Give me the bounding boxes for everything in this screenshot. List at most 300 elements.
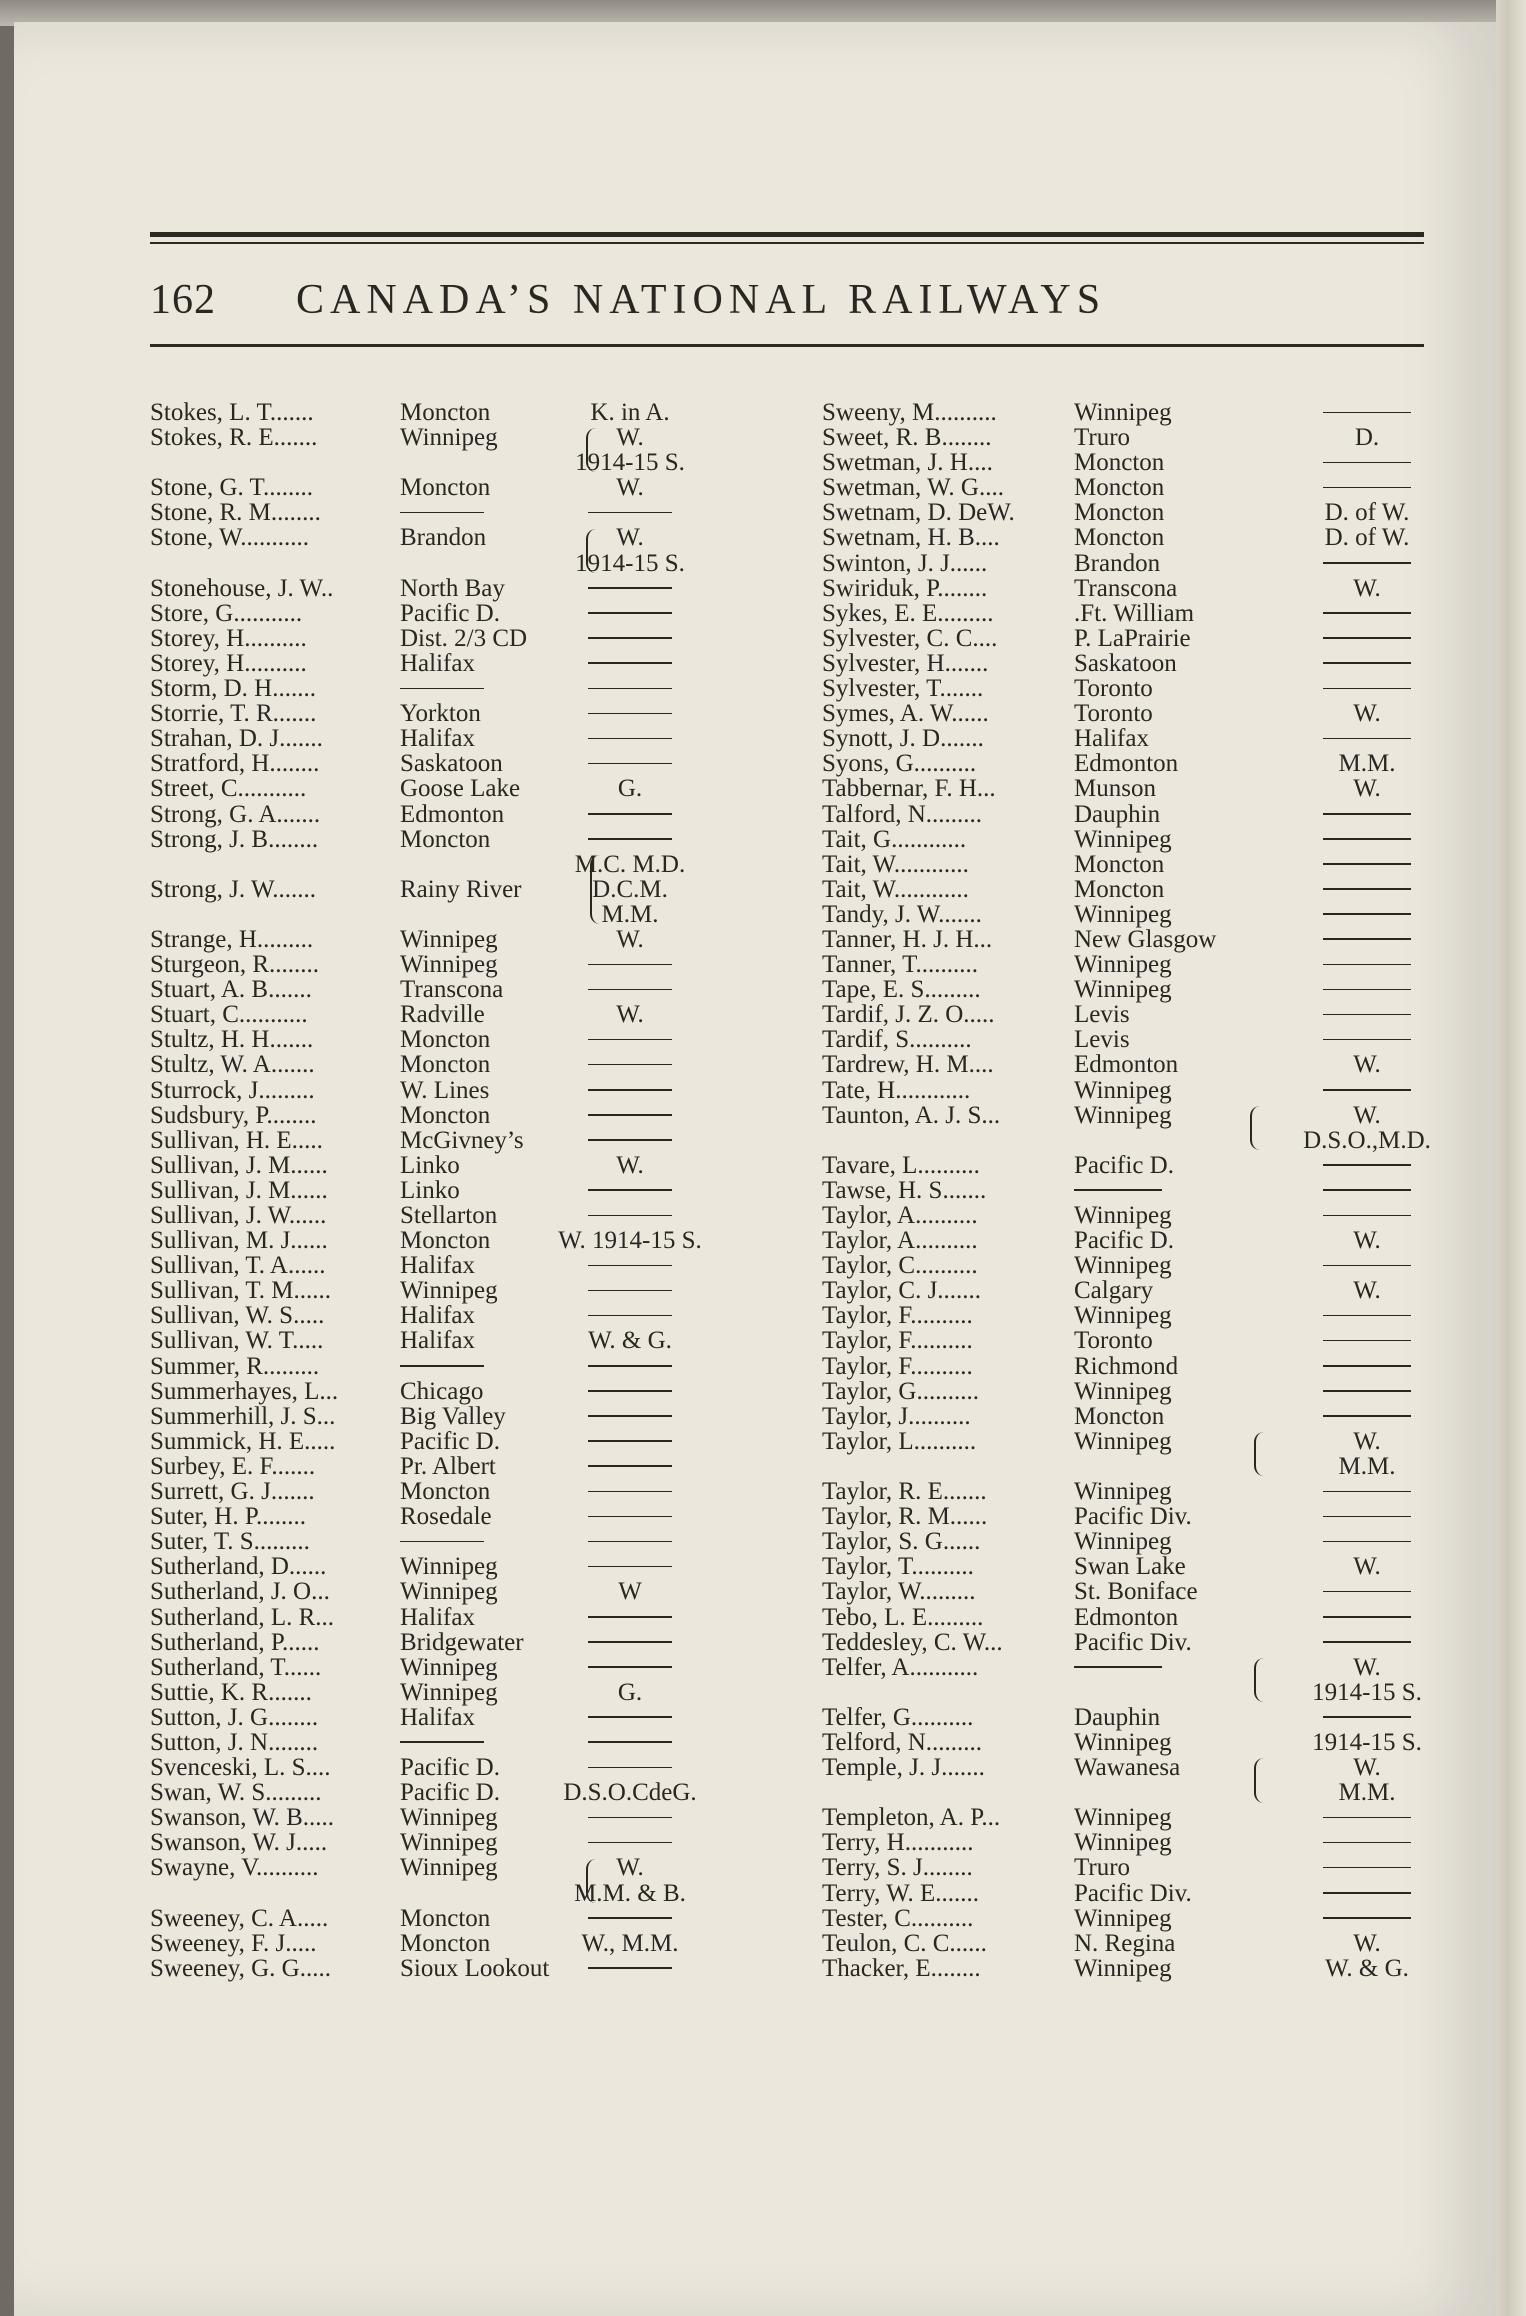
entry-name: Strong, J. B........ — [150, 825, 319, 853]
entry-name: Stokes, R. E....... — [150, 424, 318, 452]
dash-rule — [1323, 1039, 1411, 1041]
entry-name: Summick, H. E..... — [150, 1427, 336, 1455]
entry-place: Winnipeg — [1074, 825, 1172, 853]
entry-name: Sullivan, W. S..... — [150, 1302, 325, 1330]
list-item — [150, 1404, 770, 1429]
entry-honour: W. — [616, 1001, 644, 1029]
entry-name: Taylor, C. J....... — [822, 1277, 982, 1305]
entry-honour: W. — [1353, 1754, 1381, 1782]
dash-rule — [1323, 1616, 1411, 1618]
entry-name: Teulon, C. C...... — [822, 1929, 987, 1957]
entry-place — [400, 1354, 484, 1379]
dash-rule — [588, 1616, 672, 1618]
list-item — [822, 626, 1442, 651]
list-item — [150, 1805, 770, 1830]
entry-place: Dist. 2/3 CD — [400, 624, 528, 652]
dash-rule — [588, 964, 672, 966]
list-item — [822, 1680, 1442, 1705]
entry-honour — [1282, 1605, 1452, 1630]
entry-honour — [555, 1303, 705, 1328]
dash-rule — [588, 1039, 672, 1041]
list-item — [822, 1203, 1442, 1228]
entry-name: Sullivan, H. E..... — [150, 1126, 323, 1154]
entry-honour — [555, 1479, 705, 1504]
entry-honour — [1282, 626, 1452, 651]
entry-honour — [1282, 1504, 1452, 1529]
entry-place: Toronto — [1074, 1327, 1153, 1355]
entry-name: Tardif, S.......... — [822, 1026, 972, 1054]
dash-rule — [588, 1491, 672, 1493]
dash-rule — [588, 1967, 672, 1969]
entry-place: Dauphin — [1074, 1703, 1161, 1731]
entry-honour: D.S.O.,M.D. — [1303, 1126, 1431, 1154]
list-item — [150, 1078, 770, 1103]
entry-name: Synott, J. D....... — [822, 725, 984, 753]
entry-place: Moncton — [400, 1904, 491, 1932]
entry-name: Stonehouse, J. W.. — [150, 574, 334, 602]
dash-rule — [588, 1666, 672, 1668]
dash-rule — [1323, 1390, 1411, 1392]
entry-place: Dauphin — [1074, 800, 1161, 828]
entry-honour — [1282, 1002, 1452, 1027]
list-item — [822, 1504, 1442, 1529]
entry-name: Sullivan, J. M...... — [150, 1176, 328, 1204]
entry-place: Moncton — [400, 1929, 491, 1957]
entry-honour — [555, 1504, 705, 1529]
entry-name: Stuart, A. B....... — [150, 976, 312, 1004]
dash-rule — [588, 1917, 672, 1919]
entry-honour — [1282, 977, 1452, 1002]
list-item — [150, 576, 770, 601]
header-rule-top — [150, 232, 1424, 237]
entry-honour — [1282, 927, 1452, 952]
entry-honour — [1282, 1178, 1452, 1203]
dash-rule — [588, 1741, 672, 1743]
entry-place: Richmond — [1074, 1352, 1179, 1380]
entry-place: Winnipeg — [400, 1553, 498, 1581]
entry-honour — [1282, 902, 1452, 927]
entry-honour: K. in A. — [590, 399, 670, 426]
list-item — [150, 952, 770, 977]
entry-place: Moncton — [1074, 449, 1165, 477]
list-item — [822, 676, 1442, 701]
entry-honour — [1282, 1203, 1452, 1228]
entry-place: Winnipeg — [1074, 1202, 1172, 1229]
entry-place: Swan Lake — [1074, 1553, 1186, 1581]
entry-honour — [555, 1605, 705, 1630]
list-item — [150, 1228, 770, 1253]
list-item — [150, 1429, 770, 1454]
list-item — [822, 1379, 1442, 1404]
entry-honour — [555, 1278, 705, 1303]
dash-rule — [400, 1741, 484, 1743]
entry-name: Sutton, J. N........ — [150, 1728, 319, 1756]
dash-rule — [588, 1566, 672, 1568]
dash-rule — [1323, 1089, 1411, 1091]
entry-name: Swetman, J. H.... — [822, 449, 993, 477]
dash-rule — [588, 662, 672, 664]
entry-name: Swayne, V.......... — [150, 1854, 319, 1882]
entry-name: Terry, H........... — [822, 1829, 974, 1857]
entry-name: Taylor, L.......... — [822, 1427, 977, 1455]
list-item — [150, 1830, 770, 1855]
entry-honour: W. — [616, 1151, 644, 1179]
list-item — [150, 1027, 770, 1052]
entry-honour — [555, 1178, 705, 1203]
entry-honour: 1914-15 S. — [1312, 1728, 1422, 1756]
list-item — [822, 1956, 1442, 1981]
dash-rule — [588, 1390, 672, 1392]
entry-place: Chicago — [400, 1377, 484, 1405]
entry-place — [400, 1529, 484, 1554]
dash-rule — [1323, 1867, 1411, 1869]
entry-honour — [555, 1429, 705, 1454]
list-item — [150, 1379, 770, 1404]
entry-place: Winnipeg — [1074, 900, 1172, 928]
dash-rule — [1323, 738, 1411, 740]
entry-name: Taylor, T.......... — [822, 1553, 974, 1581]
entry-place: Winnipeg — [1074, 1377, 1172, 1405]
entry-honour: W. — [1353, 1553, 1381, 1581]
entry-name: Stultz, H. H....... — [150, 1026, 314, 1054]
dash-rule — [588, 1315, 672, 1317]
dash-rule — [400, 512, 484, 514]
list-item — [822, 1554, 1442, 1579]
list-item — [150, 751, 770, 776]
entry-name: Taylor, G.......... — [822, 1377, 979, 1405]
entry-name: Surrett, G. J....... — [150, 1478, 315, 1506]
entry-name: Tate, H............ — [822, 1076, 971, 1104]
entry-honour: W. 1914-15 S. — [558, 1227, 702, 1255]
list-item — [822, 1755, 1442, 1780]
list-item — [822, 927, 1442, 952]
list-item — [150, 902, 770, 927]
entry-honour — [555, 1203, 705, 1228]
list-item — [822, 1404, 1442, 1429]
entry-name: Terry, S. J........ — [822, 1854, 973, 1882]
list-item — [822, 1027, 1442, 1052]
entry-name: Tait, W............ — [822, 850, 969, 878]
entry-place — [1074, 1178, 1162, 1203]
entry-name: Sweet, R. B........ — [822, 424, 992, 452]
list-item — [150, 1153, 770, 1178]
entry-name: Summer, R......... — [150, 1352, 320, 1380]
list-item — [822, 1830, 1442, 1855]
list-item — [822, 1002, 1442, 1027]
dash-rule — [1323, 1215, 1411, 1217]
entry-place: Stellarton — [400, 1202, 498, 1229]
dash-rule — [1323, 1415, 1411, 1417]
entry-honour — [1282, 802, 1452, 827]
list-item — [822, 1605, 1442, 1630]
entry-name: Stokes, L. T....... — [150, 399, 314, 426]
entry-name: Sullivan, J. W...... — [150, 1202, 327, 1229]
entry-name: Sullivan, J. M...... — [150, 1151, 328, 1179]
entry-place: Pacific Div. — [1074, 1879, 1192, 1907]
list-item — [150, 1303, 770, 1328]
entry-name: Taunton, A. J. S... — [822, 1101, 1001, 1129]
entry-name: Swiriduk, P........ — [822, 574, 988, 602]
entry-name: Swan, W. S......... — [150, 1779, 322, 1807]
entry-honour — [1282, 1153, 1452, 1178]
list-item — [822, 1529, 1442, 1554]
dash-rule — [1323, 1641, 1411, 1643]
entry-place: Halifax — [400, 1703, 475, 1731]
list-item — [822, 1630, 1442, 1655]
entry-name: Terry, W. E....... — [822, 1879, 980, 1907]
entry-honour: W. — [1353, 1929, 1381, 1957]
entry-honour — [555, 651, 705, 676]
entry-name: Sweeney, G. G..... — [150, 1954, 331, 1982]
entry-name: Surbey, E. F....... — [150, 1452, 316, 1480]
dash-rule — [588, 1189, 672, 1191]
list-item — [822, 1655, 1442, 1680]
dash-rule — [1323, 1817, 1411, 1819]
dash-rule — [1323, 1164, 1411, 1166]
dash-rule — [1323, 462, 1411, 464]
entry-honour — [555, 1354, 705, 1379]
list-item — [822, 977, 1442, 1002]
entry-name: Sweeny, M.......... — [822, 399, 997, 426]
entry-place: Pacific Div. — [1074, 1628, 1192, 1656]
entry-honour: W. — [1353, 1653, 1381, 1681]
dash-rule — [588, 1139, 672, 1141]
list-item — [822, 551, 1442, 576]
entry-name: Stratford, H........ — [150, 750, 320, 778]
entry-name: Sullivan, T. M...... — [150, 1277, 332, 1305]
entry-honour: W. — [1353, 1101, 1381, 1129]
entry-honour: W. — [1353, 700, 1381, 728]
entry-name: Tavare, L.......... — [822, 1151, 980, 1179]
entry-place: Levis — [1074, 1001, 1130, 1029]
dash-rule — [1074, 1189, 1162, 1191]
entry-place: W. Lines — [400, 1076, 490, 1104]
entry-honour — [555, 1755, 705, 1780]
dash-rule — [588, 1064, 672, 1066]
entry-name: Sylvester, C. C.... — [822, 624, 998, 652]
entry-place: Winnipeg — [400, 424, 498, 452]
entry-honour — [1282, 450, 1452, 475]
list-item — [150, 1630, 770, 1655]
entry-honour — [1282, 726, 1452, 751]
dash-rule — [1323, 1516, 1411, 1518]
list-item — [150, 1755, 770, 1780]
list-item — [822, 1354, 1442, 1379]
entry-place: Saskatoon — [1074, 649, 1177, 677]
dash-rule — [400, 1365, 484, 1367]
dash-rule — [1323, 1340, 1411, 1342]
running-title: CANADA’S NATIONAL RAILWAYS — [296, 277, 1107, 323]
dash-rule — [1323, 1315, 1411, 1317]
entry-place: Winnipeg — [400, 1277, 498, 1305]
dash-rule — [588, 1089, 672, 1091]
entry-name: Taylor, R. E....... — [822, 1478, 987, 1506]
entry-honour — [1282, 1855, 1452, 1880]
list-item — [822, 1328, 1442, 1353]
entry-place: Pr. Albert — [400, 1452, 496, 1480]
entry-place: Winnipeg — [1074, 1904, 1172, 1932]
entry-place: Edmonton — [400, 800, 505, 828]
entry-honour: W. — [616, 424, 644, 452]
brace-mark — [1254, 1758, 1266, 1802]
entry-name: Telford, N......... — [822, 1728, 983, 1756]
entry-place: Brandon — [1074, 549, 1161, 577]
entry-place: Pacific D. — [1074, 1227, 1174, 1255]
entry-place: Pacific D. — [400, 1754, 500, 1782]
entry-place: Brandon — [400, 524, 487, 552]
dash-rule — [588, 1516, 672, 1518]
entry-place: Halifax — [400, 725, 475, 753]
dash-rule — [588, 1114, 672, 1116]
entry-place: Winnipeg — [1074, 399, 1172, 426]
entry-place: Pacific D. — [1074, 1151, 1174, 1179]
entry-name: Store, G........... — [150, 599, 303, 627]
entry-name: Strange, H......... — [150, 925, 314, 953]
list-item — [150, 1680, 770, 1705]
entry-honour: W. — [1353, 1051, 1381, 1079]
entry-honour — [555, 1630, 705, 1655]
entry-honour — [555, 1529, 705, 1554]
entry-name: Swetnam, H. B.... — [822, 524, 1000, 552]
entry-honour — [1282, 1027, 1452, 1052]
entry-honour — [555, 1052, 705, 1077]
entry-honour — [1282, 1830, 1452, 1855]
entry-place: Halifax — [1074, 725, 1149, 753]
entry-place: Pacific D. — [400, 599, 500, 627]
entry-honour — [555, 1454, 705, 1479]
entry-name: Temple, J. J....... — [822, 1754, 985, 1782]
list-item — [822, 726, 1442, 751]
dash-rule — [588, 1215, 672, 1217]
entry-place: Moncton — [400, 1478, 491, 1506]
list-item — [150, 827, 770, 852]
list-item — [150, 726, 770, 751]
entry-place: Truro — [1074, 1854, 1131, 1882]
list-item — [822, 1178, 1442, 1203]
entry-place: Wawanesa — [1074, 1754, 1181, 1782]
entry-name: Tabbernar, F. H... — [822, 775, 996, 803]
list-item — [150, 601, 770, 626]
list-item — [822, 425, 1442, 450]
dash-rule — [588, 587, 672, 589]
entry-honour — [555, 952, 705, 977]
entry-name: Sturgeon, R........ — [150, 951, 319, 979]
entry-name: Stone, W........... — [150, 524, 310, 552]
entry-place: Calgary — [1074, 1277, 1154, 1305]
dash-rule — [588, 1817, 672, 1819]
entry-honour — [1282, 1379, 1452, 1404]
list-item — [822, 651, 1442, 676]
entry-place: .Ft. William — [1074, 599, 1195, 627]
entry-name: Sutherland, D...... — [150, 1553, 327, 1581]
list-item — [150, 1002, 770, 1027]
dash-rule — [588, 688, 672, 690]
entry-place: Radville — [400, 1001, 485, 1029]
dash-rule — [588, 813, 672, 815]
list-item — [150, 1504, 770, 1529]
entry-honour: W. — [1353, 1277, 1381, 1305]
entry-name: Stone, G. T........ — [150, 474, 313, 502]
entry-place: McGivney’s — [400, 1126, 524, 1154]
header-rule-bottom — [150, 344, 1424, 347]
entry-honour — [1282, 852, 1452, 877]
list-item — [822, 1128, 1442, 1153]
entry-honour — [1282, 877, 1452, 902]
entry-honour — [1282, 1303, 1452, 1328]
list-item — [150, 1128, 770, 1153]
list-item — [822, 751, 1442, 776]
entry-honour: G. — [617, 1678, 643, 1706]
entry-honour: M.M. — [1338, 1779, 1396, 1807]
list-item — [822, 1780, 1442, 1805]
entry-honour: W. — [616, 925, 644, 953]
dash-rule — [1323, 1842, 1411, 1844]
list-item — [822, 1705, 1442, 1730]
list-item — [822, 1078, 1442, 1103]
entry-honour — [1282, 1328, 1452, 1353]
dash-rule — [588, 1440, 672, 1442]
entry-name: Taylor, R. M...... — [822, 1503, 988, 1531]
entry-name: Tanner, H. J. H... — [822, 925, 993, 953]
entry-place: Moncton — [1074, 1402, 1165, 1430]
entry-name: Tait, W............ — [822, 875, 969, 903]
list-item — [822, 1454, 1442, 1479]
entry-honour — [1282, 1805, 1452, 1830]
list-item — [822, 1881, 1442, 1906]
entry-place: Winnipeg — [1074, 1252, 1172, 1280]
entry-honour: W. — [1353, 1427, 1381, 1455]
list-item — [150, 475, 770, 500]
dash-rule — [1323, 1491, 1411, 1493]
entry-place — [400, 1730, 484, 1755]
entry-honour — [555, 1128, 705, 1153]
entry-honour: M.M. & B. — [574, 1879, 686, 1907]
entry-name: Sullivan, W. T..... — [150, 1327, 324, 1355]
entry-name: Taylor, F.......... — [822, 1302, 973, 1330]
list-item — [822, 852, 1442, 877]
list-item — [150, 1554, 770, 1579]
dash-rule — [588, 838, 672, 840]
entry-place: Moncton — [1074, 499, 1165, 527]
entry-honour: W. — [616, 524, 644, 552]
entry-honour — [1282, 1529, 1452, 1554]
entry-place: N. Regina — [1074, 1929, 1176, 1957]
entry-honour: M.M. — [1338, 1452, 1396, 1480]
entry-place: Winnipeg — [400, 925, 498, 953]
list-item — [150, 802, 770, 827]
page-header — [150, 272, 1424, 332]
entry-place: Winnipeg — [1074, 1728, 1172, 1756]
entry-name: Stuart, C........... — [150, 1001, 308, 1029]
list-item — [150, 1579, 770, 1604]
entry-name: Sweeney, C. A..... — [150, 1904, 329, 1932]
list-item — [822, 802, 1442, 827]
list-item — [822, 952, 1442, 977]
entry-place: Winnipeg — [1074, 1528, 1172, 1556]
dash-rule — [1323, 1541, 1411, 1543]
entry-place: Edmonton — [1074, 1051, 1179, 1079]
dash-rule — [1323, 412, 1411, 414]
entry-name: Suter, H. P........ — [150, 1503, 306, 1531]
entry-honour — [555, 1705, 705, 1730]
list-item — [150, 1529, 770, 1554]
dash-rule — [1323, 888, 1411, 890]
list-item — [150, 1780, 770, 1805]
entry-name: Thacker, E........ — [822, 1954, 981, 1982]
list-item — [150, 1705, 770, 1730]
entry-honour: W. — [1353, 574, 1381, 602]
entry-name: Templeton, A. P... — [822, 1804, 1001, 1832]
